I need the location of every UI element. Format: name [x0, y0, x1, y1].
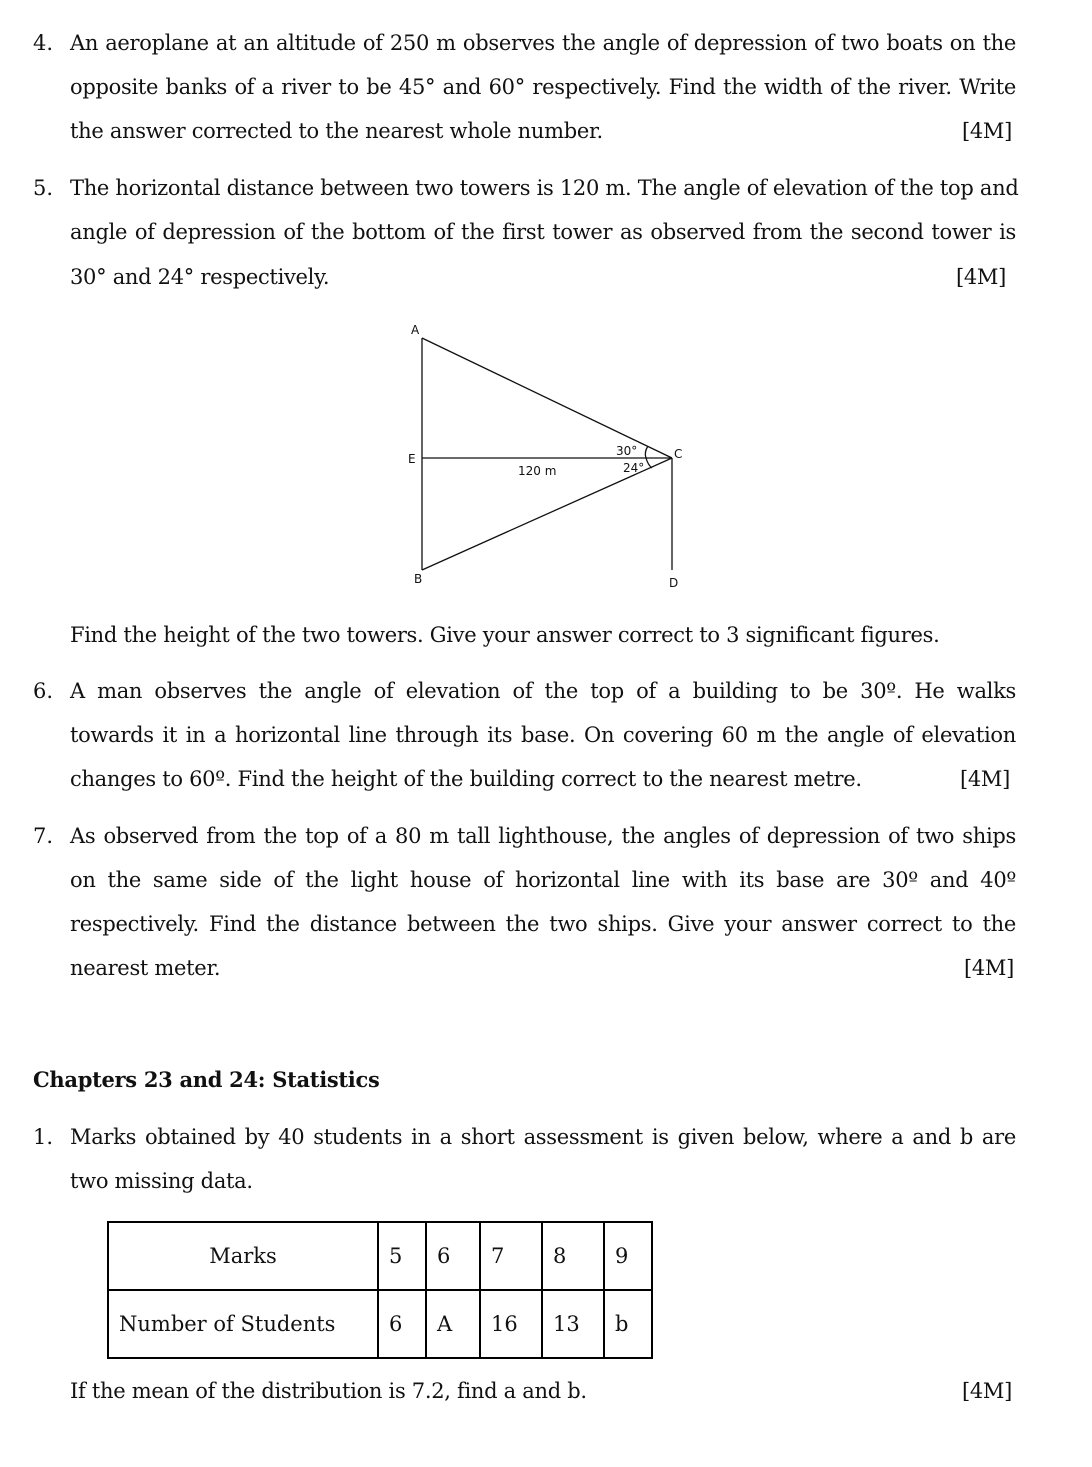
question-text-line: An aeroplane at an altitude of 250 m observes the angle of depression of two boats on the: [70, 31, 1016, 55]
line-ac: [422, 338, 672, 458]
question-text-line: respectively. Find the distance between the two ships. Give your answer correct to the: [70, 912, 1016, 936]
question-text: 30° and 24° respectively.: [70, 265, 330, 289]
table-cell: 7: [480, 1222, 542, 1290]
question-number: 6.: [33, 679, 54, 703]
question-text-line: towards it in a horizontal line through its base. On covering 60 m the angle of elevation: [70, 723, 1016, 747]
question-number: 4.: [33, 31, 54, 55]
question-text-line: [70, 1377, 1016, 1405]
marks-label: [4M]: [959, 767, 1010, 791]
table-cell: 8: [542, 1222, 604, 1290]
question-text-line: two missing data.: [70, 1169, 253, 1193]
marks-label: [4M]: [961, 119, 1012, 143]
question-text-line: on the same side of the light house of horizontal line with its base are 30º and 40º: [70, 868, 1016, 892]
table-cell: A: [426, 1290, 480, 1358]
question-followup: If the mean of the distribution is 7.2, find a and b.: [70, 1379, 587, 1403]
question-text-line: A man observes the angle of elevation of the top of a building to be 30º. He walks: [70, 679, 1016, 703]
question-text-line: As observed from the top of a 80 m tall lighthouse, the angles of depression of two ships: [70, 824, 1016, 848]
question-number: 7.: [33, 824, 54, 848]
row-header: Marks: [108, 1222, 378, 1290]
question-text-line: [70, 263, 1016, 291]
label-c: C: [674, 447, 683, 461]
angle-elevation-label: 30°: [616, 444, 638, 458]
angle-depression-label: 24°: [623, 461, 645, 475]
question-number: 5.: [33, 176, 54, 200]
table-cell: 5: [378, 1222, 426, 1290]
distance-label: 120 m: [518, 464, 557, 478]
question-text-line: [70, 117, 1016, 145]
question-number: 1.: [33, 1125, 54, 1149]
angle-arc-depression: [646, 458, 652, 468]
table-cell: 9: [604, 1222, 652, 1290]
section-heading: Chapters 23 and 24: Statistics: [33, 1067, 380, 1092]
question-text: changes to 60º. Find the height of the building correct to the nearest metre.: [70, 767, 862, 791]
table-cell: 13: [542, 1290, 604, 1358]
marks-label: [4M]: [961, 1379, 1012, 1403]
row-header: Number of Students: [108, 1290, 378, 1358]
question-text: nearest meter.: [70, 956, 221, 980]
question-text-line: opposite banks of a river to be 45° and 60° respectively. Find the width of the river. Write: [70, 75, 1016, 99]
table-cell: b: [604, 1290, 652, 1358]
label-b: B: [414, 572, 423, 586]
question-text-line: [70, 954, 1016, 982]
label-a: A: [411, 323, 420, 337]
angle-arc-elevation: [645, 446, 648, 458]
label-d: D: [669, 576, 679, 590]
question-followup: Find the height of the two towers. Give your answer correct to 3 significant figures.: [70, 623, 940, 647]
table-cell: 6: [378, 1290, 426, 1358]
question-text-line: Marks obtained by 40 students in a short assessment is given below, where a and b are: [70, 1125, 1016, 1149]
marks-label: [4M]: [963, 956, 1014, 980]
question-text-line: angle of depression of the bottom of the first tower as observed from the second tower is: [70, 220, 1016, 244]
question-text-line: The horizontal distance between two towers is 120 m. The angle of elevation of the top and: [70, 176, 1019, 200]
question-text: the answer corrected to the nearest whole number.: [70, 119, 603, 143]
table-cell: 6: [426, 1222, 480, 1290]
table-cell: 16: [480, 1290, 542, 1358]
table-row-students: [108, 1290, 652, 1358]
question-text-line: [70, 765, 1016, 793]
marks-table: [107, 1221, 653, 1359]
towers-diagram: [390, 310, 710, 600]
label-e: E: [408, 452, 416, 466]
marks-label: [4M]: [955, 265, 1006, 289]
table-row-marks: [108, 1222, 652, 1290]
